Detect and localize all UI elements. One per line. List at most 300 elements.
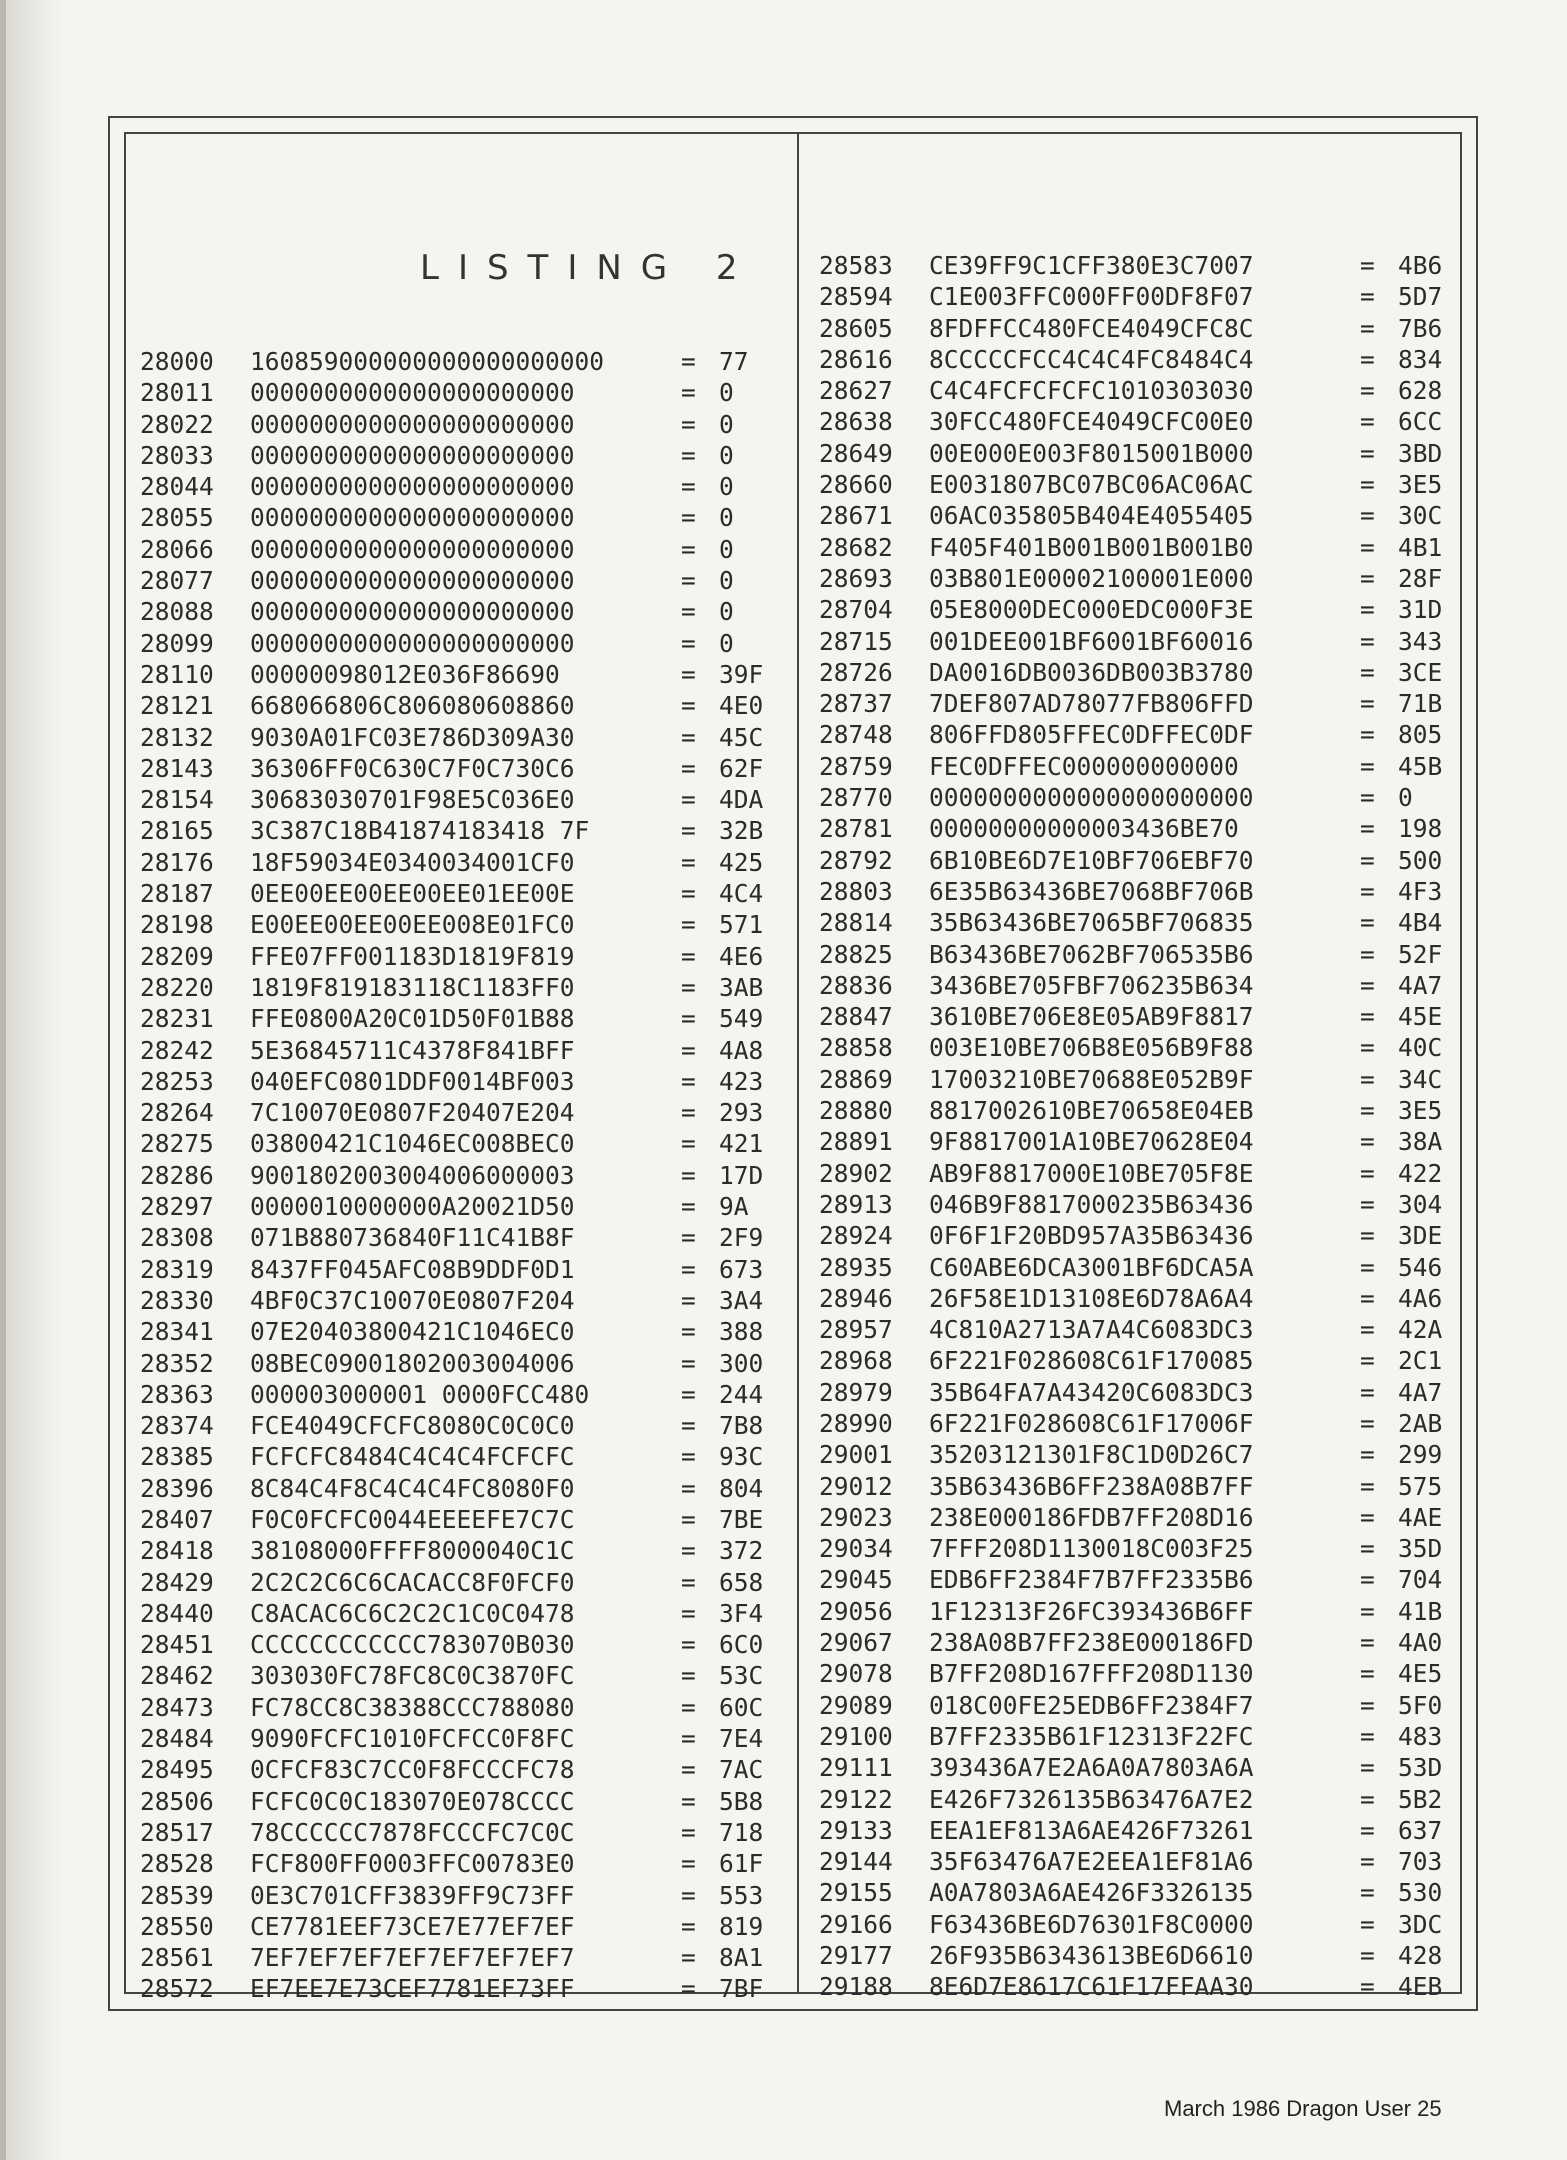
line-number: 28649: [819, 438, 893, 468]
equals-sign: =: [1360, 1847, 1375, 1877]
hex-data: CE39FF9C1CFF380E3C7007: [929, 251, 1254, 280]
hex-data: 0000000000000000000000: [250, 597, 575, 627]
equals-sign: =: [681, 409, 696, 439]
line-number: 28143: [140, 753, 214, 783]
hex-data: 30FCC480FCE4049CFC00E0: [929, 407, 1254, 437]
line-number: 28297: [140, 1192, 214, 1222]
hex-data: FCE4049CFCFC8080C0C0C0: [250, 1411, 575, 1441]
checksum: 4C4: [719, 879, 764, 909]
equals-sign: =: [1360, 814, 1375, 844]
line-number: 28319: [140, 1254, 214, 1284]
hex-data: 0000000000000000000000: [250, 409, 575, 439]
hex-data: 0000000000000000000000: [250, 534, 575, 564]
checksum: 32B: [719, 816, 764, 846]
listing-row: [140, 471, 779, 502]
checksum: 571: [719, 910, 764, 940]
line-number: 28979: [819, 1377, 893, 1407]
line-number: 28209: [140, 941, 214, 971]
equals-sign: =: [681, 1880, 696, 1910]
checksum: 704: [1398, 1565, 1443, 1595]
line-number: 28539: [140, 1880, 214, 1910]
equals-sign: =: [681, 816, 696, 846]
hex-data: 6F221F028608C61F170085: [929, 1346, 1254, 1376]
hex-data: FEC0DFFEC000000000000: [929, 751, 1239, 781]
line-number: 28682: [819, 532, 893, 562]
hex-data: 7C10070E0807F20407E204: [250, 1098, 575, 1128]
listing-row: [819, 970, 1458, 1001]
line-number: 28528: [140, 1849, 214, 1879]
line-number: 29089: [819, 1690, 893, 1720]
listing-row: [819, 375, 1458, 406]
line-number: 29056: [819, 1596, 893, 1626]
checksum: 804: [719, 1473, 764, 1503]
line-number: 28330: [140, 1285, 214, 1315]
page-edge: [0, 0, 6, 2160]
hex-data: E0031807BC07BC06AC06AC: [929, 470, 1254, 500]
checksum: 2C1: [1398, 1346, 1443, 1376]
checksum: 40C: [1398, 1033, 1443, 1063]
page-gutter-shadow: [0, 0, 62, 2160]
equals-sign: =: [681, 1129, 696, 1159]
hex-data: 8E6D7E8617C61F17FFAA30: [929, 1972, 1254, 2002]
equals-sign: =: [1360, 970, 1375, 1000]
hex-data: 00000000000003436BE70: [929, 814, 1239, 844]
equals-sign: =: [1360, 1815, 1375, 1845]
equals-sign: =: [681, 472, 696, 502]
hex-data: 0000000000000000000000: [250, 503, 575, 533]
checksum: 6CC: [1398, 407, 1443, 437]
line-number: 28264: [140, 1098, 214, 1128]
listing-row: [140, 1035, 779, 1066]
checksum: 4AE: [1398, 1502, 1443, 1532]
equals-sign: =: [1360, 470, 1375, 500]
hex-data: 393436A7E2A6A0A7803A6A: [929, 1753, 1254, 1783]
checksum: 77: [719, 347, 749, 376]
listing-row: [140, 878, 779, 909]
checksum: 53D: [1398, 1753, 1443, 1783]
checksum: 834: [1398, 344, 1443, 374]
listing-row: [140, 1348, 779, 1379]
equals-sign: =: [1360, 689, 1375, 719]
line-number: 28913: [819, 1189, 893, 1219]
listing-row: [140, 722, 779, 753]
hex-data: 7DEF807AD78077FB806FFD: [929, 689, 1254, 719]
listing-row: [140, 753, 779, 784]
listing-row: [819, 469, 1458, 500]
listing-row: [819, 281, 1458, 312]
equals-sign: =: [1360, 1315, 1375, 1345]
listing-row: [819, 1220, 1458, 1251]
equals-sign: =: [681, 534, 696, 564]
equals-sign: =: [1360, 501, 1375, 531]
hex-data: 00000098012E036F86690: [250, 659, 560, 689]
line-number: 28176: [140, 847, 214, 877]
equals-sign: =: [681, 1379, 696, 1409]
line-number: 28418: [140, 1536, 214, 1566]
equals-sign: =: [1360, 939, 1375, 969]
checksum: 4DA: [719, 785, 764, 815]
listing-row: [819, 1126, 1458, 1157]
checksum: 0: [719, 409, 734, 439]
hex-data: 000003000001 0000FCC480: [250, 1379, 590, 1409]
checksum: 9A: [719, 1192, 749, 1222]
hex-data: 0F6F1F20BD957A35B63436: [929, 1221, 1254, 1251]
listing-row: [819, 1690, 1458, 1721]
equals-sign: =: [1360, 1565, 1375, 1595]
listing-row: [140, 1660, 779, 1691]
checksum: 0: [719, 440, 734, 470]
line-number: 28000: [140, 347, 214, 376]
checksum: 422: [1398, 1158, 1443, 1188]
hex-data: 30683030701F98E5C036E0: [250, 785, 575, 815]
checksum: 4B1: [1398, 532, 1443, 562]
line-number: 28583: [819, 251, 893, 280]
hex-data: C4C4FCFCFCFC1010303030: [929, 376, 1254, 406]
line-number: 28935: [819, 1252, 893, 1282]
equals-sign: =: [1360, 1408, 1375, 1438]
equals-sign: =: [1360, 876, 1375, 906]
listing-row: [819, 876, 1458, 907]
equals-sign: =: [1360, 563, 1375, 593]
hex-data: 78CCCCCC7878FCCCFC7C0C: [250, 1817, 575, 1847]
listing-row: [140, 1942, 779, 1973]
listing-row: [819, 1815, 1458, 1846]
checksum: 4A7: [1398, 970, 1443, 1000]
listing-row: [819, 1032, 1458, 1063]
hex-data: 9090FCFC1010FCFCC0F8FC: [250, 1724, 575, 1754]
listing-row: [819, 1502, 1458, 1533]
line-number: 28693: [819, 563, 893, 593]
listing-row: [140, 1504, 779, 1535]
listing-row: [819, 532, 1458, 563]
line-number: 28781: [819, 814, 893, 844]
checksum: 93C: [719, 1442, 764, 1472]
checksum: 304: [1398, 1189, 1443, 1219]
line-number: 28594: [819, 282, 893, 312]
checksum: 30C: [1398, 501, 1443, 531]
hex-data: 3C387C18B41874183418 7F: [250, 816, 590, 846]
listing-row: [819, 907, 1458, 938]
listing-row: [819, 1658, 1458, 1689]
checksum: 42A: [1398, 1315, 1443, 1345]
column-divider: [797, 132, 799, 1994]
listing-row: [140, 1473, 779, 1504]
hex-data: 1F12313F26FC393436B6FF: [929, 1596, 1254, 1626]
listing-row: [140, 1692, 779, 1723]
line-number: 28308: [140, 1223, 214, 1253]
hex-data: 18F59034E0340034001CF0: [250, 847, 575, 877]
hex-data: 8FDFFCC480FCE4049CFC8C: [929, 313, 1254, 343]
checksum: 3E5: [1398, 470, 1443, 500]
checksum: 38A: [1398, 1127, 1443, 1157]
listing-row: [819, 1408, 1458, 1439]
line-number: 29177: [819, 1941, 893, 1971]
checksum: 71B: [1398, 689, 1443, 719]
page-footer: March 1986 Dragon User 25: [1164, 2096, 1442, 2121]
listing-row: [819, 782, 1458, 813]
hex-data: CCCCCCCCCCCC783070B030: [250, 1630, 575, 1660]
equals-sign: =: [1360, 595, 1375, 625]
hex-data: 0000000000000000000000: [250, 566, 575, 596]
listing-row: [819, 1283, 1458, 1314]
equals-sign: =: [1360, 720, 1375, 750]
checksum: 61F: [719, 1849, 764, 1879]
equals-sign: =: [681, 440, 696, 470]
hex-data: CE7781EEF73CE7E77EF7EF: [250, 1911, 575, 1941]
checksum: 62F: [719, 753, 764, 783]
listing-row: [819, 845, 1458, 876]
hex-data: 071B880736840F11C41B8F: [250, 1223, 575, 1253]
hex-data: 4C810A2713A7A4C6083DC3: [929, 1315, 1254, 1345]
line-number: 28946: [819, 1283, 893, 1313]
equals-sign: =: [681, 347, 696, 376]
listing-row: [819, 594, 1458, 625]
hex-data: FCFCFC8484C4C4C4FCFCFC: [250, 1442, 575, 1472]
checksum: 637: [1398, 1815, 1443, 1845]
listing-row: [819, 1564, 1458, 1595]
checksum: 4E5: [1398, 1659, 1443, 1689]
checksum: 4E0: [719, 691, 764, 721]
listing-row: [140, 1567, 779, 1598]
listing-row: [140, 534, 779, 565]
checksum: 0: [719, 472, 734, 502]
listing-row: [819, 438, 1458, 469]
equals-sign: =: [681, 1348, 696, 1378]
equals-sign: =: [681, 1598, 696, 1628]
listing-row: [819, 1158, 1458, 1189]
equals-sign: =: [1360, 1878, 1375, 1908]
listing-row: [819, 1314, 1458, 1345]
equals-sign: =: [681, 972, 696, 1002]
line-number: 28374: [140, 1411, 214, 1441]
line-number: 28968: [819, 1346, 893, 1376]
listing-row: [140, 1285, 779, 1316]
line-number: 28275: [140, 1129, 214, 1159]
line-number: 28880: [819, 1096, 893, 1126]
line-number: 29122: [819, 1784, 893, 1814]
line-number: 28990: [819, 1408, 893, 1438]
listing-row: [819, 688, 1458, 719]
line-number: 28473: [140, 1692, 214, 1722]
checksum: 4E6: [719, 941, 764, 971]
line-number: 28154: [140, 785, 214, 815]
line-number: 28440: [140, 1598, 214, 1628]
hex-data: F63436BE6D76301F8C0000: [929, 1909, 1254, 1939]
hex-data: 8C84C4F8C4C4C4FC8080F0: [250, 1473, 575, 1503]
hex-data: 0000000000000000000000: [250, 378, 575, 408]
hex-data: 238A08B7FF238E000186FD: [929, 1628, 1254, 1658]
equals-sign: =: [681, 1817, 696, 1847]
listing-row: [819, 344, 1458, 375]
listing-row: [819, 313, 1458, 344]
equals-sign: =: [681, 1192, 696, 1222]
hex-data: C1E003FFC000FF00DF8F07: [929, 282, 1254, 312]
checksum: 45C: [719, 722, 764, 752]
equals-sign: =: [681, 1473, 696, 1503]
equals-sign: =: [681, 847, 696, 877]
listing-row: [819, 1877, 1458, 1908]
listing-row: [140, 1128, 779, 1159]
line-number: 28715: [819, 626, 893, 656]
listing-row: [140, 1441, 779, 1472]
listing-row: [819, 500, 1458, 531]
equals-sign: =: [1360, 376, 1375, 406]
equals-sign: =: [1360, 1096, 1375, 1126]
listing-row: [140, 502, 779, 533]
hex-data: 040EFC0801DDF0014BF003: [250, 1066, 575, 1096]
line-number: 29001: [819, 1440, 893, 1470]
equals-sign: =: [1360, 1659, 1375, 1689]
hex-data: 0CFCF83C7CC0F8FCCCFC78: [250, 1755, 575, 1785]
line-number: 28561: [140, 1943, 214, 1973]
listing-row: [140, 1598, 779, 1629]
equals-sign: =: [681, 1098, 696, 1128]
checksum: 3DE: [1398, 1221, 1443, 1251]
hex-data: B7FF208D167FFF208D1130: [929, 1659, 1254, 1689]
equals-sign: =: [681, 1035, 696, 1065]
checksum: 198: [1398, 814, 1443, 844]
listing-left-column: [140, 346, 779, 2005]
equals-sign: =: [1360, 1784, 1375, 1814]
equals-sign: =: [681, 1504, 696, 1534]
checksum: 658: [719, 1567, 764, 1597]
hex-data: 6E35B63436BE7068BF706B: [929, 876, 1254, 906]
equals-sign: =: [1360, 657, 1375, 687]
checksum: 52F: [1398, 939, 1443, 969]
equals-sign: =: [681, 1943, 696, 1973]
listing-row: [819, 751, 1458, 782]
listing-row: [140, 440, 779, 471]
listing-row: [140, 1629, 779, 1660]
hex-data: 7EF7EF7EF7EF7EF7EF7EF7: [250, 1943, 575, 1973]
line-number: 29078: [819, 1659, 893, 1689]
hex-data: 0000000000000000000000: [929, 783, 1254, 813]
listing-row: [819, 939, 1458, 970]
checksum: 819: [719, 1911, 764, 1941]
listing-row: [140, 1817, 779, 1848]
listing-row: [140, 1191, 779, 1222]
line-number: 28462: [140, 1661, 214, 1691]
equals-sign: =: [681, 753, 696, 783]
listing-row: [819, 1909, 1458, 1940]
equals-sign: =: [681, 941, 696, 971]
line-number: 28429: [140, 1567, 214, 1597]
hex-data: B7FF2335B61F12313F22FC: [929, 1721, 1254, 1751]
listing-row: [140, 565, 779, 596]
checksum: 7B8: [719, 1411, 764, 1441]
checksum: 6C0: [719, 1630, 764, 1660]
equals-sign: =: [681, 1786, 696, 1816]
listing-row: [140, 972, 779, 1003]
equals-sign: =: [681, 1317, 696, 1347]
checksum: 4A8: [719, 1035, 764, 1065]
listing-row: [140, 1911, 779, 1942]
line-number: 28066: [140, 534, 214, 564]
hex-data: FFE07FF001183D1819F819: [250, 941, 575, 971]
equals-sign: =: [1360, 1471, 1375, 1501]
checksum: 3AB: [719, 972, 764, 1002]
equals-sign: =: [1360, 532, 1375, 562]
equals-sign: =: [1360, 344, 1375, 374]
listing-row: [819, 719, 1458, 750]
equals-sign: =: [681, 1724, 696, 1754]
listing-row: [819, 626, 1458, 657]
hex-data: E00EE00EE00EE008E01FC0: [250, 910, 575, 940]
hex-data: 1819F819183118C1183FF0: [250, 972, 575, 1002]
listing-row: [140, 659, 779, 690]
equals-sign: =: [1360, 751, 1375, 781]
listing-row: [819, 1064, 1458, 1095]
checksum: 4A0: [1398, 1628, 1443, 1658]
listing-row: [819, 1940, 1458, 1971]
hex-data: 0000000000000000000000: [250, 472, 575, 502]
listing-row: [819, 1439, 1458, 1470]
equals-sign: =: [681, 1661, 696, 1691]
hex-data: FCF800FF0003FFC00783E0: [250, 1849, 575, 1879]
checksum: 5D7: [1398, 282, 1443, 312]
checksum: 35D: [1398, 1534, 1443, 1564]
line-number: 28924: [819, 1221, 893, 1251]
hex-data: C8ACAC6C6C2C2C1C0C0478: [250, 1598, 575, 1628]
hex-data: F0C0FCFC0044EEEEFE7C7C: [250, 1504, 575, 1534]
line-number: 29045: [819, 1565, 893, 1595]
line-number: 28077: [140, 566, 214, 596]
hex-data: 35B63436B6FF238A08B7FF: [929, 1471, 1254, 1501]
listing-row: [140, 784, 779, 815]
checksum: 7BF: [719, 1974, 764, 2004]
checksum: 5B2: [1398, 1784, 1443, 1814]
hex-data: 046B9F8817000235B63436: [929, 1189, 1254, 1219]
hex-data: 9F8817001A10BE70628E04: [929, 1127, 1254, 1157]
line-number: 28088: [140, 597, 214, 627]
checksum: 7B6: [1398, 313, 1443, 343]
equals-sign: =: [1360, 1502, 1375, 1532]
listing-row: [140, 596, 779, 627]
line-number: 28506: [140, 1786, 214, 1816]
line-number: 28847: [819, 1002, 893, 1032]
hex-data: 07E20403800421C1046EC0: [250, 1317, 575, 1347]
listing-row: [819, 1471, 1458, 1502]
hex-data: EDB6FF2384F7B7FF2335B6: [929, 1565, 1254, 1595]
line-number: 28011: [140, 378, 214, 408]
checksum: 628: [1398, 376, 1443, 406]
hex-data: 17003210BE70688E052B9F: [929, 1064, 1254, 1094]
equals-sign: =: [1360, 1628, 1375, 1658]
equals-sign: =: [681, 503, 696, 533]
line-number: 28891: [819, 1127, 893, 1157]
listing-row: [819, 1252, 1458, 1283]
equals-sign: =: [1360, 313, 1375, 343]
equals-sign: =: [681, 1567, 696, 1597]
equals-sign: =: [681, 1411, 696, 1441]
listing-row: [140, 1786, 779, 1817]
equals-sign: =: [681, 1254, 696, 1284]
checksum: 3CE: [1398, 657, 1443, 687]
equals-sign: =: [1360, 1158, 1375, 1188]
hex-data: 35B64FA7A43420C6083DC3: [929, 1377, 1254, 1407]
hex-data: 0000000000000000000000: [250, 440, 575, 470]
line-number: 28396: [140, 1473, 214, 1503]
equals-sign: =: [1360, 1690, 1375, 1720]
equals-sign: =: [681, 378, 696, 408]
listing-row: [140, 1880, 779, 1911]
line-number: 28484: [140, 1724, 214, 1754]
listing-row: [140, 409, 779, 440]
listing-row: [819, 1627, 1458, 1658]
hex-data: 9030A01FC03E786D309A30: [250, 722, 575, 752]
line-number: 28132: [140, 722, 214, 752]
listing-row: [140, 628, 779, 659]
